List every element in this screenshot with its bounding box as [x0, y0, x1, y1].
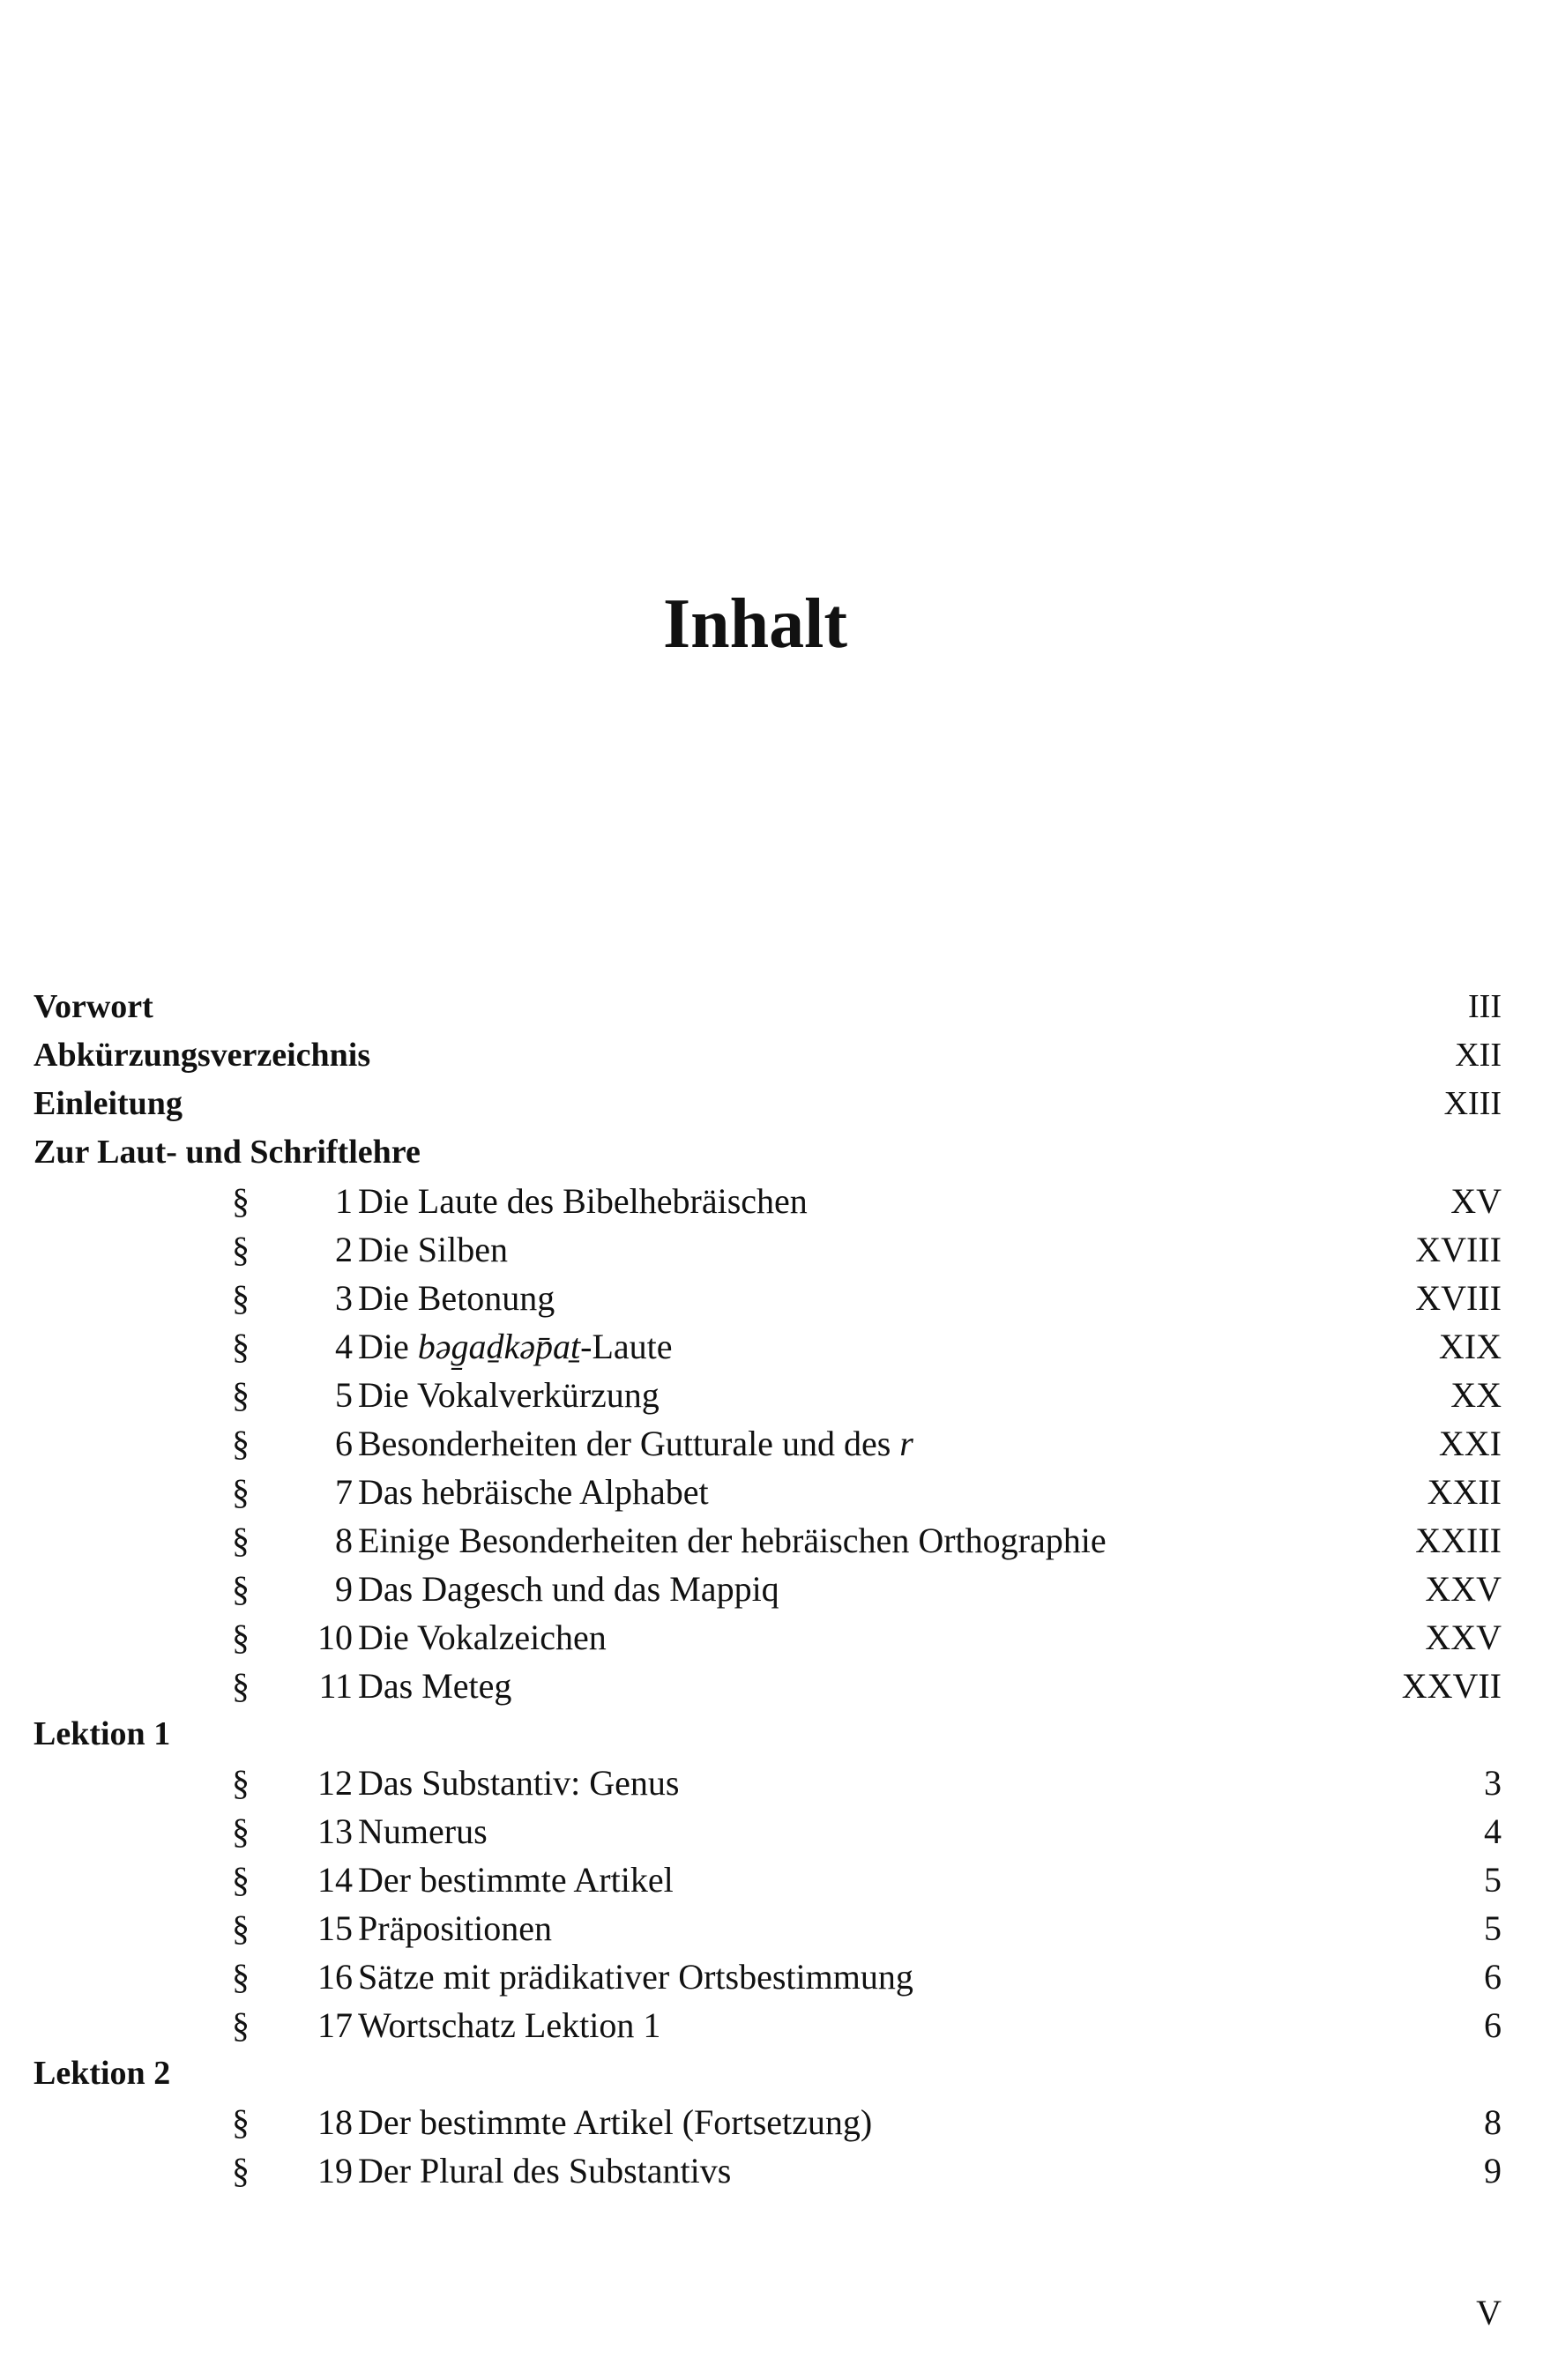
- toc-heading-row: [34, 1710, 1502, 1759]
- table-of-contents: [34, 983, 1502, 2195]
- toc-page-number: 3: [1484, 1763, 1502, 1803]
- toc-page-number: 6: [1484, 2005, 1502, 2045]
- section-mark: §: [232, 1327, 250, 1366]
- section-title: Der Plural des Substantivs: [358, 2151, 732, 2190]
- toc-page-number: XXV: [1425, 1618, 1502, 1657]
- toc-entry-row: [34, 1274, 1502, 1322]
- toc-heading-title: Zur Laut- und Schriftlehre: [34, 1134, 421, 1171]
- section-title-prefix: Die: [358, 1327, 418, 1366]
- section-mark: §: [232, 1957, 250, 1997]
- section-title: Das Dagesch und das Mappiq: [358, 1569, 779, 1609]
- section-number: 8: [335, 1521, 353, 1560]
- section-title: Sätze mit prädikativer Ortsbestimmung: [358, 1957, 913, 1997]
- toc-entry-row: [34, 1419, 1502, 1468]
- toc-page-number: XVIII: [1415, 1230, 1502, 1269]
- section-mark: §: [232, 1811, 250, 1851]
- toc-heading-row: [34, 1128, 1502, 1177]
- toc-entry-row: [34, 1807, 1502, 1856]
- section-number: 14: [317, 1860, 353, 1900]
- toc-entry-row: [34, 1759, 1502, 1807]
- section-number: 6: [335, 1424, 353, 1463]
- toc-page-number: XXI: [1438, 1424, 1502, 1463]
- section-mark: §: [232, 1230, 250, 1269]
- section-number: 1: [335, 1181, 353, 1221]
- section-number: 2: [335, 1230, 353, 1269]
- toc-page-number: III: [1468, 988, 1502, 1025]
- toc-heading-title: Einleitung: [34, 1085, 183, 1122]
- toc-heading-title: Vorwort: [34, 988, 153, 1025]
- toc-entry-row: [34, 1952, 1502, 2001]
- toc-page-number: XV: [1450, 1181, 1502, 1221]
- toc-page-number: XIX: [1438, 1327, 1502, 1366]
- toc-entry-row: [34, 1516, 1502, 1565]
- toc-entry-row: [34, 1177, 1502, 1225]
- toc-page-number: XXIII: [1415, 1521, 1502, 1560]
- section-title: Einige Besonderheiten der hebräischen Orthographie: [358, 1521, 1107, 1560]
- section-title-italic: r: [899, 1424, 913, 1463]
- toc-page-number: XII: [1455, 1037, 1502, 1074]
- section-mark: §: [232, 2151, 250, 2190]
- section-number: 10: [317, 1618, 353, 1657]
- section-mark: §: [232, 2005, 250, 2045]
- toc-page-number: XIII: [1443, 1085, 1502, 1122]
- section-mark: §: [232, 1424, 250, 1463]
- section-number: 19: [317, 2151, 353, 2190]
- section-title-prefix: Besonderheiten der Gutturale und des: [358, 1424, 900, 1463]
- toc-entry-row: [34, 1613, 1502, 1662]
- section-mark: §: [232, 1181, 250, 1221]
- section-title: Der bestimmte Artikel (Fortsetzung): [358, 2102, 873, 2142]
- toc-heading-title: Lektion 1: [34, 1715, 171, 1752]
- toc-heading-row: [34, 2049, 1502, 2098]
- toc-heading-row: [34, 1080, 1502, 1128]
- section-number: 16: [317, 1957, 353, 1997]
- toc-entry-row: [34, 2146, 1502, 2195]
- section-title: Die Laute des Bibelhebräischen: [358, 1181, 808, 1221]
- section-title-suffix: -Laute: [580, 1327, 673, 1366]
- section-title: Das Substantiv: Genus: [358, 1763, 680, 1803]
- toc-entry-row: [34, 1565, 1502, 1613]
- toc-entry-row: [34, 1468, 1502, 1516]
- section-number: 13: [317, 1811, 353, 1851]
- section-mark: §: [232, 1521, 250, 1560]
- section-mark: §: [232, 1908, 250, 1948]
- section-number: 4: [335, 1327, 353, 1366]
- toc-page-number: 4: [1484, 1811, 1502, 1851]
- toc-entry-row: [34, 1322, 1502, 1371]
- section-mark: §: [232, 1666, 250, 1706]
- section-title: Präpositionen: [358, 1908, 552, 1948]
- section-mark: §: [232, 1860, 250, 1900]
- section-number: 15: [317, 1908, 353, 1948]
- section-title: Die Betonung: [358, 1278, 555, 1318]
- section-title: Der bestimmte Artikel: [358, 1860, 674, 1900]
- section-number: 11: [318, 1666, 353, 1706]
- page-title: Inhalt: [663, 585, 847, 663]
- toc-entry-row: [34, 1904, 1502, 1952]
- toc-entry-row: [34, 2098, 1502, 2146]
- section-mark: §: [232, 2102, 250, 2142]
- toc-page-number: 8: [1484, 2102, 1502, 2142]
- section-mark: §: [232, 1375, 250, 1415]
- section-title: Die Vokalzeichen: [358, 1618, 607, 1657]
- toc-page-number: 5: [1484, 1908, 1502, 1948]
- section-number: 9: [335, 1569, 353, 1609]
- section-number: 5: [335, 1375, 353, 1415]
- section-mark: §: [232, 1278, 250, 1318]
- toc-heading-row: [34, 983, 1502, 1031]
- toc-page-number: XXVII: [1401, 1666, 1502, 1706]
- toc-entry-row: [34, 1662, 1502, 1710]
- section-title: [358, 1322, 673, 1371]
- section-mark: §: [232, 1618, 250, 1657]
- toc-entry-row: [34, 2001, 1502, 2049]
- section-number: 3: [335, 1278, 353, 1318]
- toc-page-number: 9: [1484, 2151, 1502, 2190]
- section-number: 18: [317, 2102, 353, 2142]
- section-title: Die Silben: [358, 1230, 508, 1269]
- section-title: Das Meteg: [358, 1666, 512, 1706]
- section-mark: §: [232, 1472, 250, 1512]
- section-number: 7: [335, 1472, 353, 1512]
- section-number: 17: [317, 2005, 353, 2045]
- toc-heading-title: Abkürzungsverzeichnis: [34, 1037, 371, 1074]
- toc-page-number: XVIII: [1415, 1278, 1502, 1318]
- section-title: Wortschatz Lektion 1: [358, 2005, 661, 2045]
- section-title: [358, 1419, 913, 1468]
- toc-heading-title: Lektion 2: [34, 2055, 171, 2092]
- toc-entry-row: [34, 1371, 1502, 1419]
- section-number: 12: [317, 1763, 353, 1803]
- section-title: Das hebräische Alphabet: [358, 1472, 709, 1512]
- section-title: Die Vokalverkürzung: [358, 1375, 660, 1415]
- section-mark: §: [232, 1569, 250, 1609]
- toc-heading-row: [34, 1031, 1502, 1080]
- section-title-italic: bəg̱aḏkəp̄aṯ: [417, 1327, 581, 1366]
- toc-page-number: XX: [1450, 1375, 1502, 1415]
- toc-page-number: XXII: [1427, 1472, 1502, 1512]
- toc-page-number: XXV: [1425, 1569, 1502, 1609]
- page-folio-number: V: [1476, 2293, 1502, 2332]
- section-mark: §: [232, 1763, 250, 1803]
- toc-entry-row: [34, 1225, 1502, 1274]
- section-title: Numerus: [358, 1811, 488, 1851]
- toc-page-number: 5: [1484, 1860, 1502, 1900]
- toc-page-number: 6: [1484, 1957, 1502, 1997]
- toc-entry-row: [34, 1856, 1502, 1904]
